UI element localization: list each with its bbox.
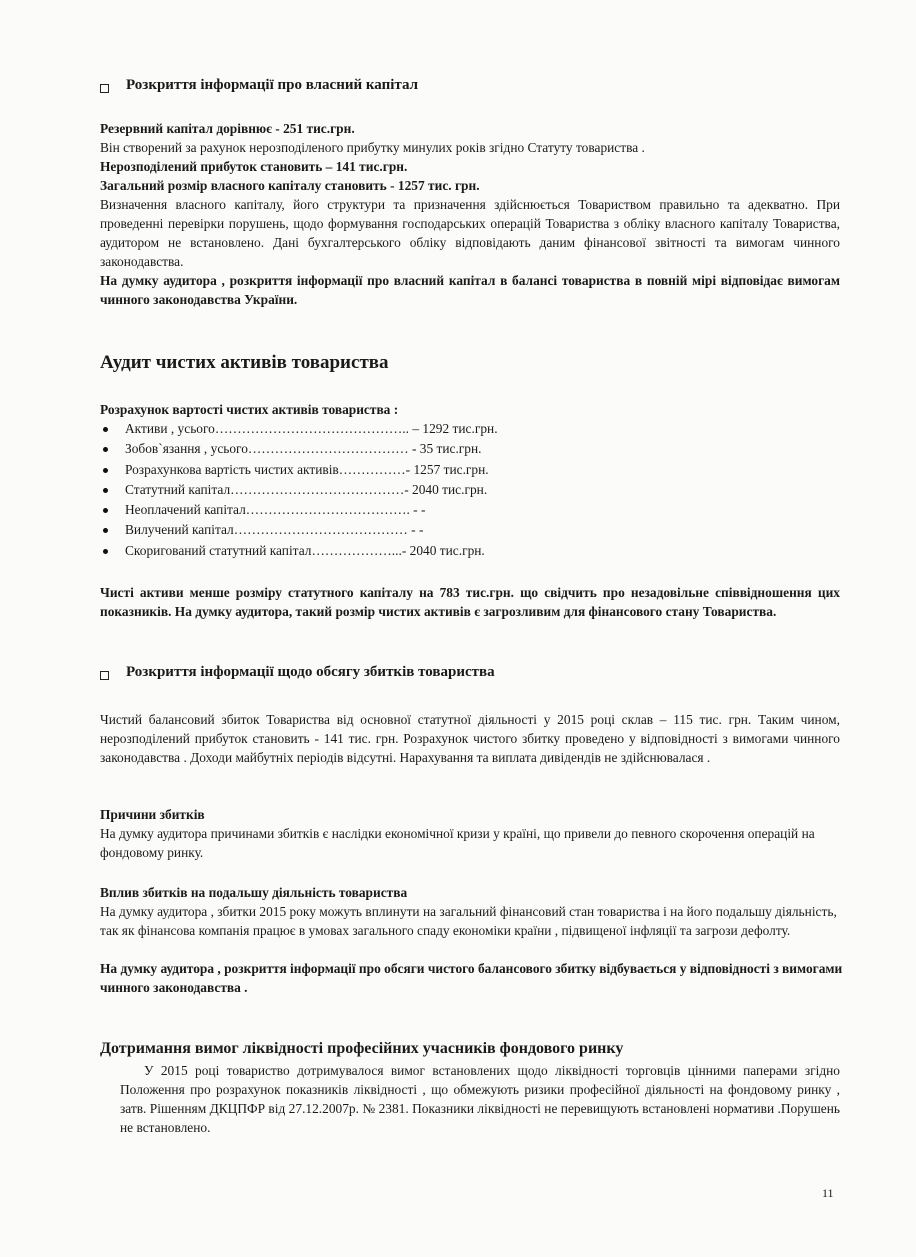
list-item: Зобов`язання , усього……………………………… - 35 тис.грн. (100, 439, 498, 459)
page-number: 11 (822, 1186, 834, 1200)
liquidity-paragraph: У 2015 році товариство дотримувалося вимог встановлених щодо ліквідності торговців цінними паперами згідно Положення про розрахунок показників ліквідності , що обмежують ризики професійної діяльності на фондовому ринку , затв. Рішенням ДКЦПФР від 27.12.2007р. № 2381. Показники ліквідності не перевищують встановлені нормативи .Порушень не встановлено. (120, 1063, 840, 1135)
losses-paragraph: Чистий балансовий збиток Товариства від основної статутної діяльності у 2015 році склав – 115 тис. грн. Таким чином, нерозподілений прибуток становить - 141 тис. грн. Розрахунок чистого збитку проведено у відповідності з вимогами чинного законодавства . Доходи майбутніх періодів відсутні. Нарахування та виплата дивідендів не здійснювалася . (100, 712, 840, 765)
net-assets-conclusion: Чисті активи менше розміру статутного капіталу на 783 тис.грн. що свідчить про незадовільне співвідношення цих показників. На думку аудитора, такий розмір чистих активів є загрозливим для фінансового стану Товариства. (100, 585, 840, 619)
list-item: Вилучений капітал………………………………… - - (100, 520, 498, 540)
list-item: Скоригований статутний капітал………………...- 2040 тис.грн. (100, 541, 498, 561)
total-equity-line: Загальний розмір власного капіталу становить - 1257 тис. грн. (100, 178, 480, 193)
retained-earnings-line: Нерозподілений прибуток становить – 141 тис.грн. (100, 159, 408, 174)
list-item: Неоплачений капітал………………………………. - - (100, 500, 498, 520)
net-assets-subheading: Розрахунок вартості чистих активів товариства : (100, 402, 399, 417)
equity-conclusion: На думку аудитора , розкриття інформації про власний капітал в балансі товариства в повній мірі відповідає вимогам чинного законодавства України. (100, 273, 840, 307)
list-item: Розрахункова вартість чистих активів……………- 1257 тис.грн. (100, 460, 498, 480)
reserve-capital-line: Резервний капітал дорівнює - 251 тис.грн. (100, 121, 355, 136)
equity-paragraph: Визначення власного капіталу, його структури та призначення здійснюється Товариством правильно та адекватно. При проведенні перевірки порушень, щодо формування господарських операцій Товариства з обліку власного капіталу Товариства, аудитором не встановлено. Дані бухгалтерського обліку відповідають даним фінансової звітності та вимогам чинного законодавства. (100, 197, 840, 269)
net-assets-list (100, 419, 498, 561)
losses-impact-title: Вплив збитків на подальшу діяльність товариства (100, 885, 408, 900)
losses-causes-text: На думку аудитора причинами збитків є наслідки економічної кризи у країні, що привели до певного скорочення операцій на фондовому ринку. (100, 826, 815, 860)
checkbox-bullet-icon (100, 84, 109, 93)
section-heading-losses: Розкриття інформації щодо обсягу збитків товариства (126, 664, 495, 680)
section-heading-net-assets: Аудит чистих активів товариства (100, 352, 389, 373)
reserve-capital-origin-line: Він створений за рахунок нерозподіленого прибутку минулих років згідно Статуту товариства . (100, 140, 645, 155)
list-item: Статутний капітал…………………………………- 2040 тис.грн. (100, 480, 498, 500)
losses-impact-text: На думку аудитора , збитки 2015 року можуть вплинути на загальний фінансовий стан товариства і на його подальшу діяльність, так як фінансова компанія працює в умовах загального спаду економіки країни , підвищеної інфляції та загрози дефолту. (100, 904, 837, 938)
list-item: Активи , усього…………………………………….. – 1292 тис.грн. (100, 419, 498, 439)
losses-conclusion: На думку аудитора , розкриття інформації про обсяги чистого балансового збитку відбувається у відповідності з вимогами чинного законодавства . (100, 961, 843, 995)
losses-causes-title: Причини збитків (100, 807, 205, 822)
checkbox-bullet-icon (100, 671, 109, 680)
section-heading-liquidity: Дотримання вимог ліквідності професійних учасників фондового ринку (100, 1040, 624, 1057)
section-heading-equity: Розкриття інформації про власний капітал (126, 77, 419, 93)
